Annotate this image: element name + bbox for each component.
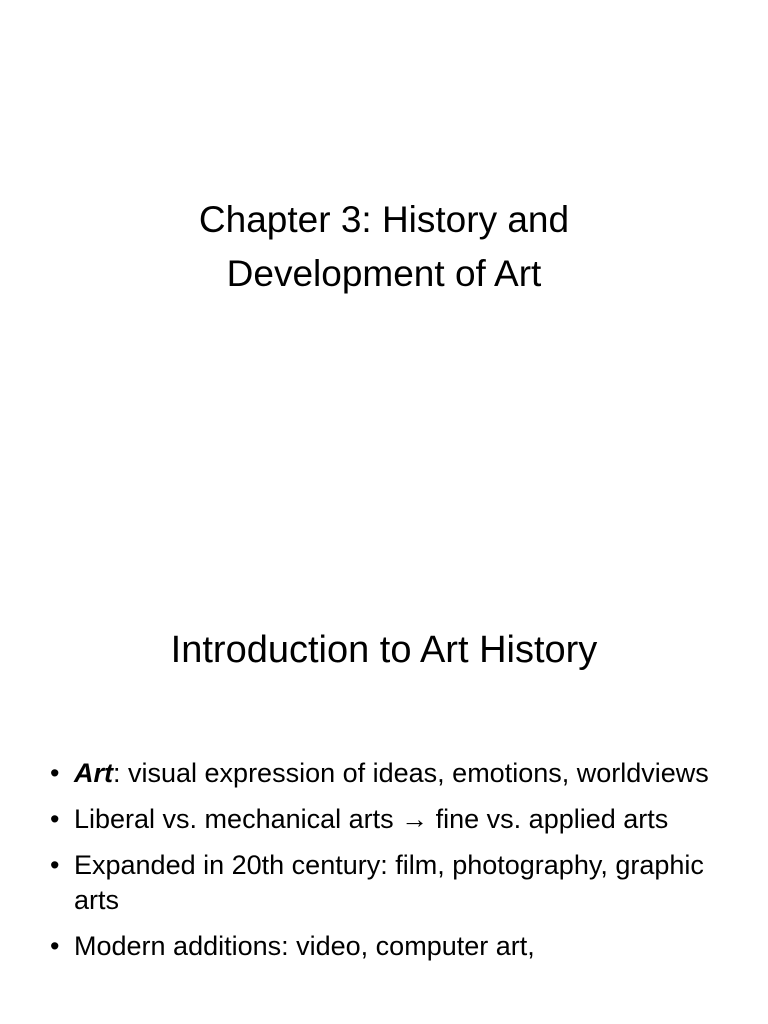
bullet-item bbox=[50, 848, 730, 918]
content-slide bbox=[0, 576, 768, 1024]
bullet-text: Liberal vs. mechanical arts → fine vs. applied arts bbox=[74, 804, 669, 834]
bullet-text: Modern additions: video, computer art, bbox=[74, 931, 535, 961]
section-title: Introduction to Art History bbox=[170, 629, 598, 671]
bullet-item bbox=[50, 756, 730, 791]
bullet-term: Art bbox=[74, 758, 113, 788]
bullet-dot-icon: • bbox=[50, 850, 60, 880]
bullet-dot-icon: • bbox=[50, 804, 60, 834]
bullet-text: : visual expression of ideas, emotions, worldviews bbox=[113, 758, 709, 788]
chapter-title-line-1: Chapter 3: History and bbox=[198, 199, 570, 240]
bullet-item bbox=[50, 802, 730, 837]
chapter-title bbox=[0, 193, 768, 301]
bullet-dot-icon: • bbox=[50, 931, 60, 961]
bullet-list bbox=[50, 756, 730, 975]
bullet-text: Expanded in 20th century: film, photography, graphic arts bbox=[74, 850, 704, 915]
bullet-item bbox=[50, 929, 730, 964]
chapter-title-line-2: Development of Art bbox=[226, 253, 542, 294]
bullet-dot-icon: • bbox=[50, 758, 60, 788]
